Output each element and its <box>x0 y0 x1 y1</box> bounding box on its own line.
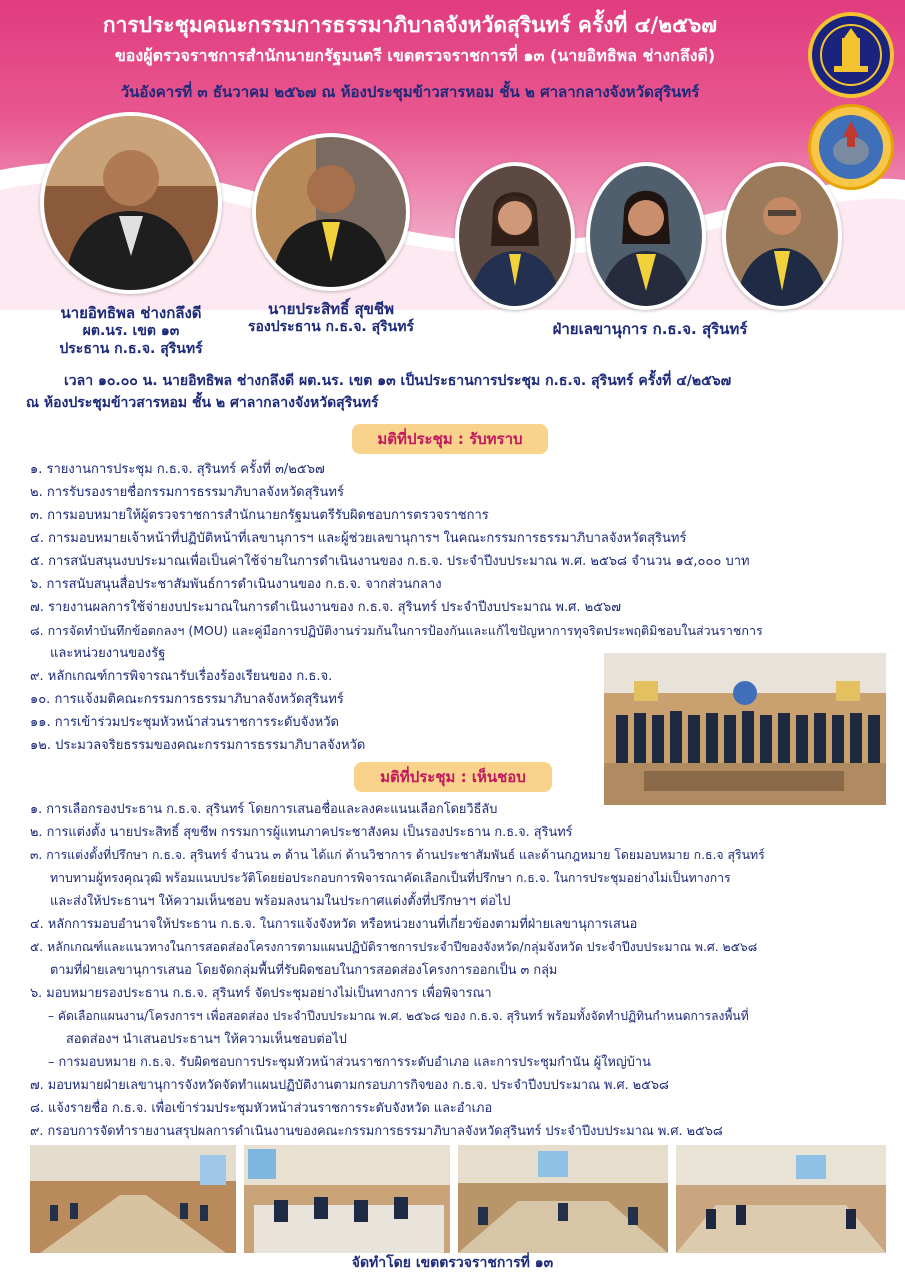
list-item-continuation: และส่งให้ประธานฯ ให้ความเห็นชอบ พร้อมลงนามในประกาศแต่งตั้งที่ปรึกษาฯ ต่อไป <box>50 894 511 909</box>
vice-chair-name: นายประสิทธิ์ สุขชีพ <box>268 300 394 318</box>
meeting-photo-4 <box>676 1145 886 1253</box>
list-item: ๘. การจัดทำบันทึกข้อตกลงฯ (MOU) และคู่มือการปฏิบัติงานร่วมกันในการป้องกันและแก้ไขปัญหาการทุจริตประพฤติมิชอบในส่วนราชการ <box>30 623 763 638</box>
list-item: ๖. มอบหมายรองประธาน ก.ธ.จ. สุรินทร์ จัดประชุมอย่างไม่เป็นทางการ เพื่อพิจารณา <box>30 986 492 1001</box>
intro-line-1: เวลา ๑๐.๐๐ น. นายอิทธิพล ช่างกลึงดี ผต.นร. เขต ๑๓ เป็นประธานการประชุม ก.ธ.จ. สุรินทร์ ครั้งที่ ๔/๒๕๖๗ <box>64 373 732 389</box>
vice-chair-name-block <box>226 300 436 336</box>
list-item: ๔. หลักการมอบอำนาจให้ประธาน ก.ธ.จ. ในการแจ้งจังหวัด หรือหน่วยงานที่เกี่ยวข้องตามที่ฝ่ายเลขานุการเสนอ <box>30 917 638 932</box>
list-sub-item: – การมอบหมาย ก.ธ.จ. รับผิดชอบการประชุมหัวหน้าส่วนราชการระดับอำเภอ และการประชุมกำนัน ผู้ใหญ่บ้าน <box>48 1055 651 1070</box>
list-item: ๗. รายงานผลการใช้จ่ายงบประมาณในการดำเนินงานของ ก.ธ.จ. สุรินทร์ ประจำปีงบประมาณ พ.ศ. ๒๕๖๗ <box>30 600 622 615</box>
list-item: ๑๒. ประมวลจริยธรรมของคณะกรรมการธรรมาภิบาลจังหวัด <box>30 738 366 753</box>
footer-credit: จัดทำโดย เขตตรวจราชการที่ ๑๓ <box>351 1255 554 1271</box>
page-subtitle: ของผู้ตรวจราชการสำนักนายกรัฐมนตรี เขตตรวจราชการที่ ๑๓ (นายอิทธิพล ช่างกลึงดี) <box>114 46 716 65</box>
chair-role: ประธาน ก.ธ.จ. สุรินทร์ <box>59 341 203 357</box>
acknowledge-section-title: มติที่ประชุม : รับทราบ <box>352 424 548 454</box>
group-photo <box>604 653 886 805</box>
list-item: ๑. รายงานการประชุม ก.ธ.จ. สุรินทร์ ครั้งที่ ๓/๒๕๖๗ <box>30 462 325 477</box>
list-item: ๒. การรับรองรายชื่อกรรมการธรรมาภิบาลจังหวัดสุรินทร์ <box>30 485 344 500</box>
approve-list <box>30 798 900 1143</box>
list-item-continuation: และหน่วยงานของรัฐ <box>50 646 166 661</box>
list-item: ๖. การสนับสนุนสื่อประชาสัมพันธ์การดำเนินงานของ ก.ธ.จ. จากส่วนกลาง <box>30 577 442 592</box>
list-item: ๓. การมอบหมายให้ผู้ตรวจราชการสำนักนายกรัฐมนตรีรับผิดชอบการตรวจราชการ <box>30 508 489 523</box>
secretariat-label: ฝ่ายเลขานุการ ก.ธ.จ. สุรินทร์ <box>552 320 748 338</box>
list-item: ๑๐. การแจ้งมติคณะกรรมการธรรมาภิบาลจังหวัดสุรินทร์ <box>30 692 344 707</box>
chair-name: นายอิทธิพล ช่างกลึงดี <box>60 304 202 322</box>
list-item: ๘. แจ้งรายชื่อ ก.ธ.จ. เพื่อเข้าร่วมประชุมหัวหน้าส่วนราชการระดับจังหวัด และอำเภอ <box>30 1101 493 1116</box>
meeting-photo-2 <box>244 1145 450 1253</box>
page-title: การประชุมคณะกรรมการธรรมาภิบาลจังหวัดสุรินทร์ ครั้งที่ ๔/๒๕๖๗ <box>102 13 718 37</box>
list-item-continuation: ทาบทามผู้ทรงคุณวุฒิ พร้อมแนบประวัติโดยย่อประกอบการพิจารณาคัดเลือกเป็นที่ปรึกษา ก.ธ.จ. ในการประชุมอย่างไม่เป็นทางการ <box>50 871 731 885</box>
list-item: ๑. การเลือกรองประธาน ก.ธ.จ. สุรินทร์ โดยการเสนอชื่อและลงคะแนนเลือกโดยวิธีลับ <box>30 802 498 817</box>
approve-section-title: มติที่ประชุม : เห็นชอบ <box>354 762 552 792</box>
chair-portrait <box>40 112 222 294</box>
list-item: ๗. มอบหมายฝ่ายเลขานุการจังหวัดจัดทำแผนปฏิบัติงานตามกรอบภารกิจของ ก.ธ.จ. ประจำปีงบประมาณ พ.ศ. ๒๕๖๘ <box>30 1078 669 1093</box>
list-item: ๓. การแต่งตั้งที่ปรึกษา ก.ธ.จ. สุรินทร์ จำนวน ๓ ด้าน ได้แก่ ด้านวิชาการ ด้านประชาสัมพันธ์ และด้านกฎหมาย โดยมอบหมาย ก.ธ.จ สุรินทร์ <box>30 848 765 862</box>
list-item: ๙. กรอบการจัดทำรายงานสรุปผลการดำเนินงานของคณะกรรมการธรรมาภิบาลจังหวัดสุรินทร์ ประจำปีงบประมาณ พ.ศ. ๒๕๖๘ <box>30 1124 723 1139</box>
list-item-continuation: ตามที่ฝ่ายเลขานุการเสนอ โดยจัดกลุ่มพื้นที่รับผิดชอบในการสอดส่องโครงการออกเป็น ๓ กลุ่ม <box>50 963 558 978</box>
prime-minister-office-emblem <box>808 12 894 98</box>
list-sub-item: – คัดเลือกแผนงาน/โครงการฯ เพื่อสอดส่อง ประจำปีงบประมาณ พ.ศ. ๒๕๖๘ ของ ก.ธ.จ. สุรินทร์ พร้อมทั้งจัดทำปฏิทินกำหนดการลงพื้นที่ <box>48 1009 749 1023</box>
secretariat-portrait-3 <box>722 162 842 310</box>
list-item: ๕. การสนับสนุนงบประมาณเพื่อเป็นค่าใช้จ่ายในการดำเนินงานของ ก.ธ.จ. ประจำปีงบประมาณ พ.ศ. ๒๕๖๘ จำนวน ๑๕,๐๐๐ บาท <box>30 554 750 569</box>
meeting-date-line: วันอังคารที่ ๓ ธันวาคม ๒๕๖๗ ณ ห้องประชุมข้าวสารหอม ชั้น ๒ ศาลากลางจังหวัดสุรินทร์ <box>120 83 700 101</box>
list-item: ๒. การแต่งตั้ง นายประสิทธิ์ สุขชีพ กรรมการผู้แทนภาคประชาสังคม เป็นรองประธาน ก.ธ.จ. สุรินทร์ <box>30 825 573 840</box>
list-item: ๙. หลักเกณฑ์การพิจารณารับเรื่องร้องเรียนของ ก.ธ.จ. <box>30 669 333 684</box>
chair-position: ผต.นร. เขต ๑๓ <box>82 323 180 339</box>
intro-line-2: ณ ห้องประชุมข้าวสารหอม ชั้น ๒ ศาลากลางจังหวัดสุรินทร์ <box>26 395 379 411</box>
secretariat-portrait-2 <box>586 162 706 310</box>
vice-chair-role: รองประธาน ก.ธ.จ. สุรินทร์ <box>248 319 414 335</box>
surin-province-seal <box>808 104 894 190</box>
list-item: ๔. การมอบหมายเจ้าหน้าที่ปฏิบัติหน้าที่เลขานุการฯ และผู้ช่วยเลขานุการฯ ในคณะกรรมการธรรมาภิบาลจังหวัดสุรินทร์ <box>30 531 687 546</box>
chair-name-block <box>20 304 242 358</box>
vice-chair-portrait <box>252 133 410 291</box>
meeting-photo-3 <box>458 1145 668 1253</box>
meeting-photo-1 <box>30 1145 236 1253</box>
secretariat-portrait-1 <box>455 162 575 310</box>
list-item: ๕. หลักเกณฑ์และแนวทางในการสอดส่องโครงการตามแผนปฏิบัติราชการประจำปีของจังหวัด/กลุ่มจังหวัด ประจำปีงบประมาณ พ.ศ. ๒๕๖๘ <box>30 940 758 954</box>
list-item: ๑๑. การเข้าร่วมประชุมหัวหน้าส่วนราชการระดับจังหวัด <box>30 715 339 730</box>
list-item-continuation: สอดส่องฯ นำเสนอประธานฯ ให้ความเห็นชอบต่อไป <box>66 1032 347 1047</box>
meeting-intro <box>26 370 886 414</box>
